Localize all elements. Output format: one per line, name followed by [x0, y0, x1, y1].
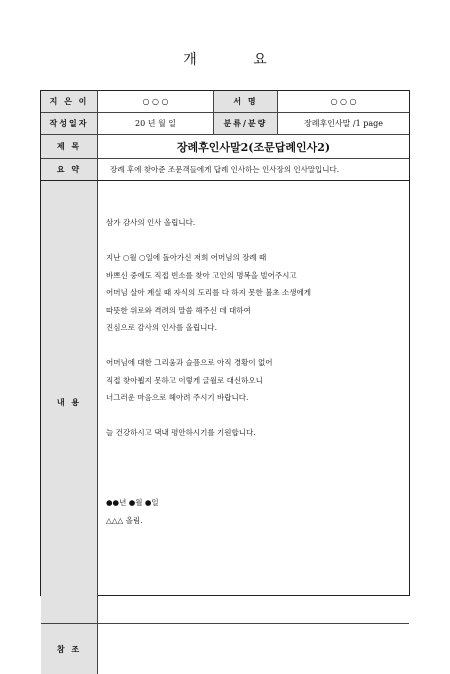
- content-row: [41, 181, 409, 624]
- summary-value: 장례 후에 찾아준 조문객들에게 답례 인사하는 인사장의 인사말입니다.: [110, 165, 340, 174]
- overview-form: [40, 90, 410, 654]
- reference-label: 참 조: [41, 624, 98, 674]
- reference-row: [41, 624, 409, 674]
- content-label: 내 용: [41, 181, 98, 623]
- name-value: ○ ○ ○: [330, 97, 357, 106]
- date-row: [41, 113, 409, 135]
- content-line: 지난 ○월 ○일에 돌아가신 저희 어머님의 장례 때: [106, 253, 267, 262]
- content-line: 직접 찾아뵙지 못하고 이렇게 글월로 대신하오니: [106, 375, 263, 385]
- category-value: 장례후인사말 /1 page: [304, 119, 383, 128]
- content-line: 어머님 살아 계실 때 자식의 도리를 다 하지 못한 불초 소생에게: [106, 288, 311, 297]
- content-line: 진심으로 감사의 인사를 올립니다.: [106, 323, 217, 332]
- content-line: 너그러운 마음으로 헤아려 주시기 바랍니다.: [106, 393, 249, 402]
- signature-line: △△△ 올림.: [106, 515, 143, 525]
- summary-row: [41, 159, 409, 181]
- content-line: 어머님에 대한 그리움과 슬픔으로 아직 경황이 없어: [106, 358, 273, 367]
- name-label: 서 명: [214, 91, 278, 112]
- category-label: 분류/분량: [214, 113, 278, 134]
- author-row: [41, 91, 409, 113]
- summary-label: 요 약: [41, 159, 98, 180]
- content-line: 바쁘신 중에도 직접 빈소를 찾아 고인의 명복을 빌어주시고: [106, 270, 297, 280]
- content-line: 늘 건강하시고 댁내 평안하시기를 기원합니다.: [106, 428, 256, 437]
- content-body: [98, 181, 409, 623]
- author-label: 지 은 이: [41, 91, 98, 112]
- date-value: 20 년 월 일: [98, 113, 214, 134]
- content-line: 따뜻한 위로와 격려의 말씀 해주신 데 대하여: [106, 305, 251, 315]
- document-title: 개 요: [183, 52, 293, 68]
- reference-value: [98, 624, 409, 674]
- date-line: ●●년 ●월 ●일: [106, 498, 159, 507]
- date-label: 작성일자: [41, 113, 98, 134]
- subject-row: [41, 135, 409, 159]
- subject-value: 장례후인사말2(조문답례인사2): [176, 140, 331, 154]
- content-line: 삼가 감사의 인사 올립니다.: [106, 218, 196, 227]
- subject-label: 제 목: [41, 135, 98, 158]
- author-value: ○ ○ ○: [98, 91, 214, 112]
